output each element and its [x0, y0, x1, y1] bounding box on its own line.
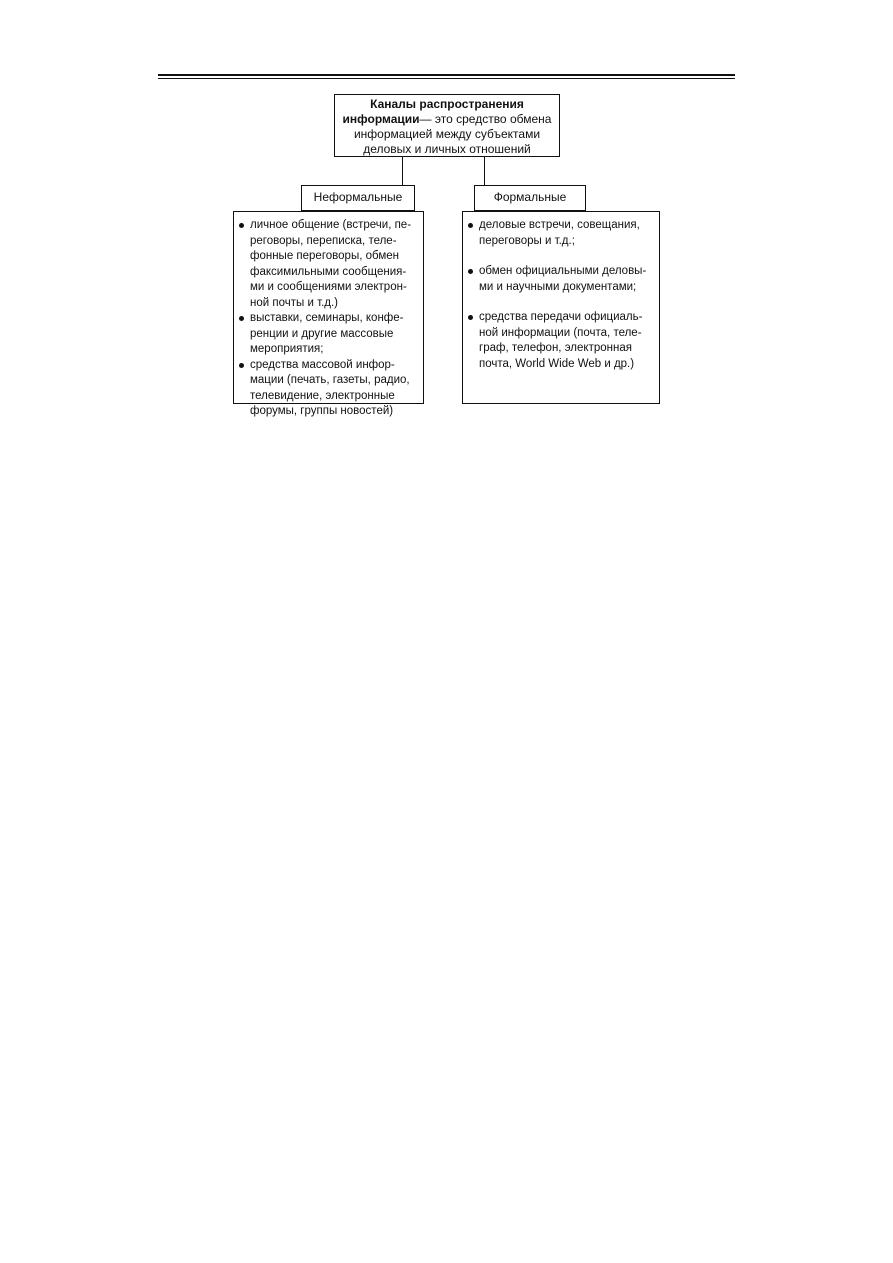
informal-label-box [301, 185, 415, 211]
header-rule-thin [158, 78, 735, 79]
item-text-line: средства массовой инфор- [250, 358, 395, 371]
item-text-line: ренции и другие массовые [250, 327, 394, 340]
bullet-icon [468, 223, 473, 228]
title-line-2: информации— это средство обмена [342, 112, 552, 126]
informal-channels-list [233, 211, 424, 417]
informal-label: Неформальные [313, 190, 403, 204]
bullet-icon [239, 363, 244, 368]
item-text-line: деловые встречи, совещания, [479, 219, 640, 231]
connector-to-informal [402, 157, 403, 185]
item-text-line: выставки, семинары, конфе- [250, 312, 404, 324]
item-text-line: телевидение, электронные [250, 389, 395, 402]
informal-item-personal [238, 218, 417, 311]
informal-item-events [238, 311, 417, 358]
header-rule [158, 74, 735, 76]
item-text-line: граф, телефон, электронная [479, 342, 632, 354]
item-text-line: ной информации (почта, теле- [479, 326, 642, 339]
item-text-line: ми и научными документами; [479, 280, 637, 293]
item-text-line: ми и сообщениями электрон- [250, 281, 407, 293]
connector-to-formal [484, 157, 485, 185]
title-line-3: информацией между субъектами [353, 127, 541, 141]
diagram-title-box [334, 94, 560, 157]
formal-label: Формальные [493, 190, 567, 204]
item-text-line: переговоры и т.д.; [479, 234, 575, 247]
formal-item-documents [467, 264, 653, 295]
item-text-line: форумы, группы новостей) [250, 405, 394, 417]
formal-channels-list [462, 211, 660, 404]
bullet-icon [468, 269, 473, 274]
title-line-1: Каналы распространения [370, 97, 524, 111]
item-text-line: факсимильными сообщения- [250, 265, 407, 278]
formal-item-transmission [467, 310, 653, 372]
item-text-line: фонные переговоры, обмен [250, 250, 399, 262]
item-text-line: реговоры, переписка, теле- [250, 234, 397, 247]
bullet-icon [239, 223, 244, 228]
bullet-icon [468, 315, 473, 320]
item-text-line: почта, World Wide Web и др.) [479, 357, 635, 370]
item-text-line: мероприятия; [250, 343, 324, 355]
item-text-line: мации (печать, газеты, радио, [250, 374, 410, 386]
item-text-line: личное общение (встречи, пе- [250, 219, 412, 231]
item-text-line: ной почты и т.д.) [250, 296, 338, 309]
bullet-icon [239, 316, 244, 321]
item-text-line: средства передачи официаль- [479, 311, 643, 323]
formal-item-meetings [467, 218, 653, 249]
formal-label-box [474, 185, 586, 211]
title-line-4: деловых и личных отношений [363, 142, 531, 156]
item-text-line: обмен официальными деловы- [479, 265, 647, 277]
informal-item-media [238, 358, 417, 420]
